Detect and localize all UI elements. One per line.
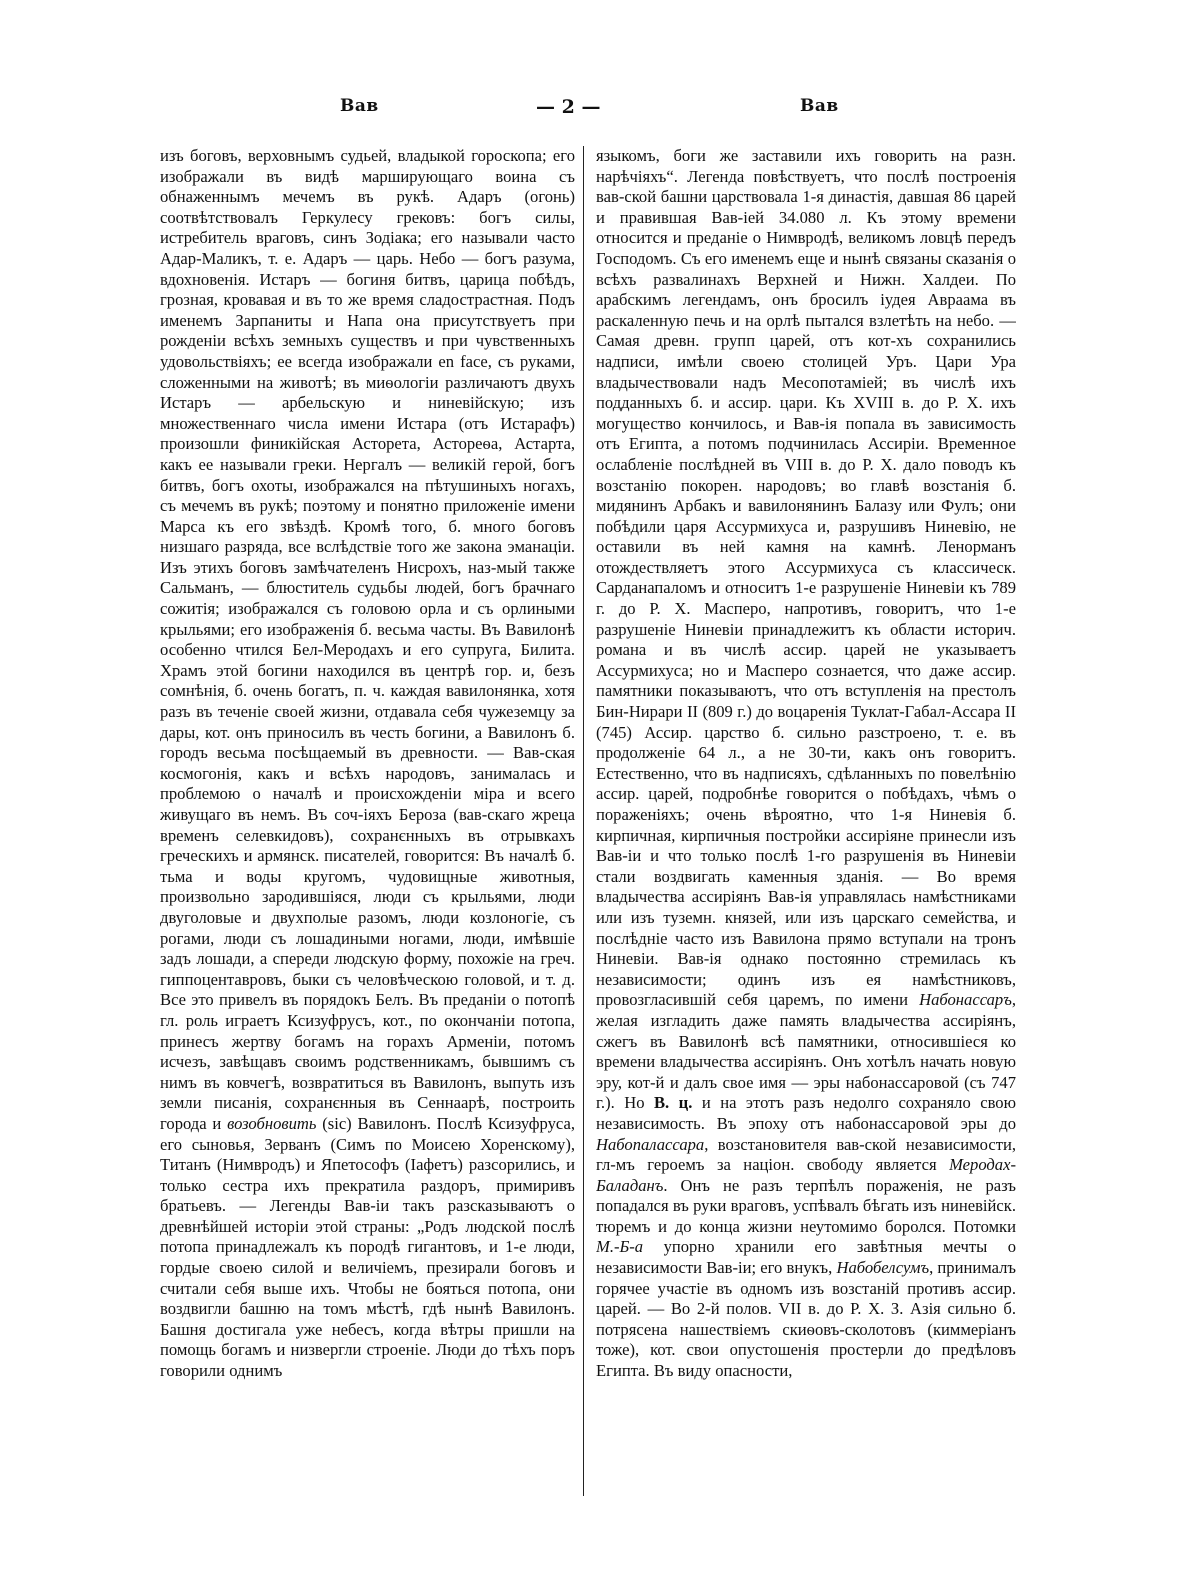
- italic-name: Набонассаръ: [919, 990, 1012, 1010]
- text-run: (sic) Вавилонъ. Послѣ Ксизуфруса, его сыновья, Зерванъ (Симъ по Моисею Хоренскому), Титанъ (Нимвродъ) и Япетософъ (Іафетъ) разсорились, и только сестра ихъ прекратила раздоръ, примиривъ братьевъ. — Легенды Вав-іи такъ разсказываютъ о древнѣйшей исторіи этой страны: „Родъ людской послѣ потопа принадлежалъ къ породѣ гигантовъ, и 1-е люди, гордые своею силой и величіемъ, презирали боговъ и считали себя выше ихъ. Чтобы не бояться потопа, они воздвигли башню на томъ мѣстѣ, гдѣ нынѣ Вавилонъ. Башня достигала уже небесъ, когда вѣтры пришли на помощь богамъ и низвергли строеніе. Люди до тѣхъ поръ говорили однимъ: [160, 1113, 575, 1381]
- text-run: . Онъ не разъ терпѣлъ пораженія, не разъ попадался въ руки враговъ, успѣвалъ бѣгать изъ ниневійск. тюремъ и до конца жизни неутомимо боролся. Потомки: [596, 1175, 1016, 1236]
- running-header: [0, 96, 1191, 126]
- italic-term: возобновить: [227, 1113, 317, 1133]
- header-right-keyword: Вав: [800, 96, 839, 116]
- text-run: , принималъ горячее участіе въ одномъ изъ возстаній противъ ассир. царей. — Во 2-й полов. VII в. до Р. Х. З. Азія сильно б. потрясена нашествіемъ скиѳовъ-сколотовъ (киммеріанъ тоже), кот. свои опустошенія простерли до предѣловъ Египта. Въ виду опасности,: [596, 1258, 1016, 1381]
- text-run: , возстановителя вав-ской независимости, гл-мъ героемъ за націон. свободу является: [596, 1134, 1016, 1175]
- text-run: языкомъ, боги же заставили ихъ говорить на разн. нарѣчіяхъ“. Легенда повѣствуетъ, что послѣ построенія вав-ской башни царствовала 1-я династія, давшая 86 царей и правившая Вав-іей 34.080 л. Къ этому времени относится и преданіе о Нимвродѣ, великомъ ловцѣ передъ Господомъ. Съ его именемъ еще и нынѣ связаны сказанія о всѣхъ развалинахъ Верхней и Нижн. Халдеи. По арабскимъ легендамъ, онъ бросилъ іудея Авраама въ раскаленную печь и на орлѣ пытался взлетѣть на небо. — Самая древн. групп царей, отъ кот-хъ сохранились надписи, имѣли своею столицей Уръ. Цари Ура владычествовали надъ Месопотаміей; въ числѣ ихъ подданныхъ б. и ассир. цари. Къ XVIII в. до Р. Х. ихъ могущество кончилось, и Вав-ія попала въ зависимость отъ Египта, а потомъ подчинилась Ассиріи. Временное ослабленіе послѣдней въ VIII в. до Р. Х. дало поводъ къ возстанію покорен. народовъ; во главѣ возстанія б. мидянинъ Арбакъ и вавилонянинъ Балазу или Фулъ; они побѣдили царя Ассурмихуса и, разрушивъ Ниневію, не оставили въ ней камня на камнѣ. Ленорманъ отождествляетъ этого Ассурмихуса съ классическ. Сарданапаломъ и относитъ 1-е разрушеніе Ниневіи къ 789 г. до Р. Х. Масперо, напротивъ, говоритъ, что 1-е разрушеніе Ниневіи принадлежитъ къ области историч. романа и въ числѣ ассир. царей не указываетъ Ассурмихуса; но и Масперо сознается, что даже ассир. памятники показываютъ, что отъ вступленія на престолъ Бин-Нирари II (809 г.) до воцаренія Туклат-Габал-Ассара II (745) Ассир. царство б. сильно разстроено, т. е. въ продолженіе 64 л., а не 30-ти, какъ онъ говоритъ. Естественно, что въ надписяхъ, сдѣланныхъ по повелѣнію ассир. царей, подробнѣе говорится о побѣдахъ, чѣмъ о пораженіяхъ; очень вѣроятно, что 1-я Ниневія б. кирпичная, кирпичныя постройки ассиріяне принесли изъ Вав-іи и что только послѣ 1-го разрушенія въ Ниневіи стали воздвигать каменныя зданія. — Во время владычества ассиріянъ Вав-ія управлялась намѣстниками или изъ туземн. князей, или изъ царскаго семейства, и послѣдніе часто изъ Вавилона прямо вступали на тронъ Ниневіи. Вав-ія однако постоянно стремилась къ независимости; одинъ изъ ея намѣстниковъ, провозгласившій себя царемъ, по имени: [596, 146, 1016, 1010]
- italic-name: Меродах-Баладанъ: [596, 1155, 1016, 1195]
- right-column: [596, 146, 1016, 1496]
- right-column-text: [596, 146, 1016, 1382]
- text-run: и на этотъ разъ недолго сохраняло свою независимость. Въ эпоху отъ набонассаровой эры до: [596, 1093, 1016, 1133]
- left-column-text: [160, 146, 575, 1382]
- text-run: , желая изгладить даже память владычества ассиріянъ, сжегъ въ Вавилонѣ всѣ памятники, относившіеся ко времени владычества ассиріянъ. Онъ хотѣлъ начать новую эру, кот-й и далъ свое имя — эры набонассаровой (съ 747 г.). Но: [596, 990, 1016, 1113]
- text-run: изъ боговъ, верховнымъ судьей, владыкой гороскопа; его изображали въ видѣ марширующаго воина съ обнаженнымъ мечемъ въ рукѣ. Адаръ (огонь) соотвѣтствовалъ Геркулесу грековъ: богъ силы, истребитель враговъ, синъ Зодіака; его называли часто Адар-Маликъ, т. е. Адаръ — царь. Небо — богъ разума, вдохновенія. Истаръ — богиня битвъ, царица побѣдъ, грозная, кровавая и въ то же время сладострастная. Подъ именемъ Зарпаниты и Напа она присутствуетъ при рожденіи всѣхъ земныхъ существъ и при чувственныхъ удовольствіяхъ; ее всегда изображали en face, съ руками, сложенными на животѣ; въ миѳологіи различаютъ двухъ Истаръ — арбельскую и ниневійскую; изъ множественнаго числа имени Истара (отъ Истарафъ) произошли финикійская Асторета, Астореѳа, Астарта, какъ ее называли греки. Нергалъ — великій герой, богъ битвъ, богъ охоты, изображался на пѣтушиныхъ ногахъ, съ мечемъ въ рукѣ; поэтому и понятно приложеніе имени Марса къ его звѣздѣ. Кромѣ того, б. много боговъ низшаго разряда, все вслѣдствіе того же закона эманаціи. Изъ этихъ боговъ замѣчателенъ Нисрохъ, наз-мый также Сальманъ, — блюститель судьбы людей, богъ брачнаго сожитія; изображался съ головою орла и съ орлиными крыльями; его изображенія б. весьма часты. Въ Вавилонѣ особенно чтился Бел-Меродахъ и его супруга, Билита. Храмъ этой богини находился въ центрѣ гор. и, безъ сомнѣнія, б. очень богатъ, п. ч. каждая вавилонянка, хотя разъ въ теченіе своей жизни, отдавала себя чужеземцу за дары, кот. онъ приносилъ въ честь богини, а Вавилонъ б. городъ весьма посѣщаемый въ древности. — Вав-ская космогонія, какъ и всѣхъ народовъ, занималась и проблемою о началѣ и происхожденіи міра и всего живущаго въ немъ. Въ соч-іяхъ Бероза (вав-скаго жреца временъ селевкидовъ), сохранєнныхъ въ отрывкахъ греческихъ и армянск. писателей, говорится: Въ началѣ б. тьма и воды кругомъ, чудовищные животныя, произвольно зародившіяся, люди съ крыльями, люди двуголовые и двухполые разомъ, люди козлоногіе, съ рогами, люди съ лошадиными ногами, люди, имѣвшіе задъ лошади, а спереди людскую форму, похожіе на греч. гиппоцентавровъ, быки съ человѣческою головой, и т. д. Все это привелъ въ порядокъ Белъ. Въ преданіи о потопѣ гл. роль играетъ Ксизуфрусъ, кот., по окончаніи потопа, принесъ жертву богамъ на горахъ Арменіи, потомъ исчезъ, завѣщавъ своимъ родственникамъ, бывшимъ съ нимъ въ ковчегѣ, возвратиться въ Вавилонъ, выпуть изъ земли писанія, сохранєнныя въ Сеннаарѣ, построить города и: [160, 146, 575, 1133]
- left-column: [160, 146, 575, 1496]
- text-run: упорно хранили его завѣтныя мечты о независимости Вав-іи; его внукъ,: [596, 1237, 1016, 1278]
- bold-abbrev: В. ц.: [653, 1093, 693, 1113]
- page-number: — 2 —: [536, 96, 601, 118]
- italic-name: Набобелсумъ: [836, 1258, 930, 1278]
- italic-name: Набопалассара: [596, 1134, 705, 1154]
- header-left-keyword: Вав: [340, 96, 379, 116]
- italic-name: М.-Б-а: [596, 1237, 644, 1257]
- column-divider: [583, 146, 584, 1496]
